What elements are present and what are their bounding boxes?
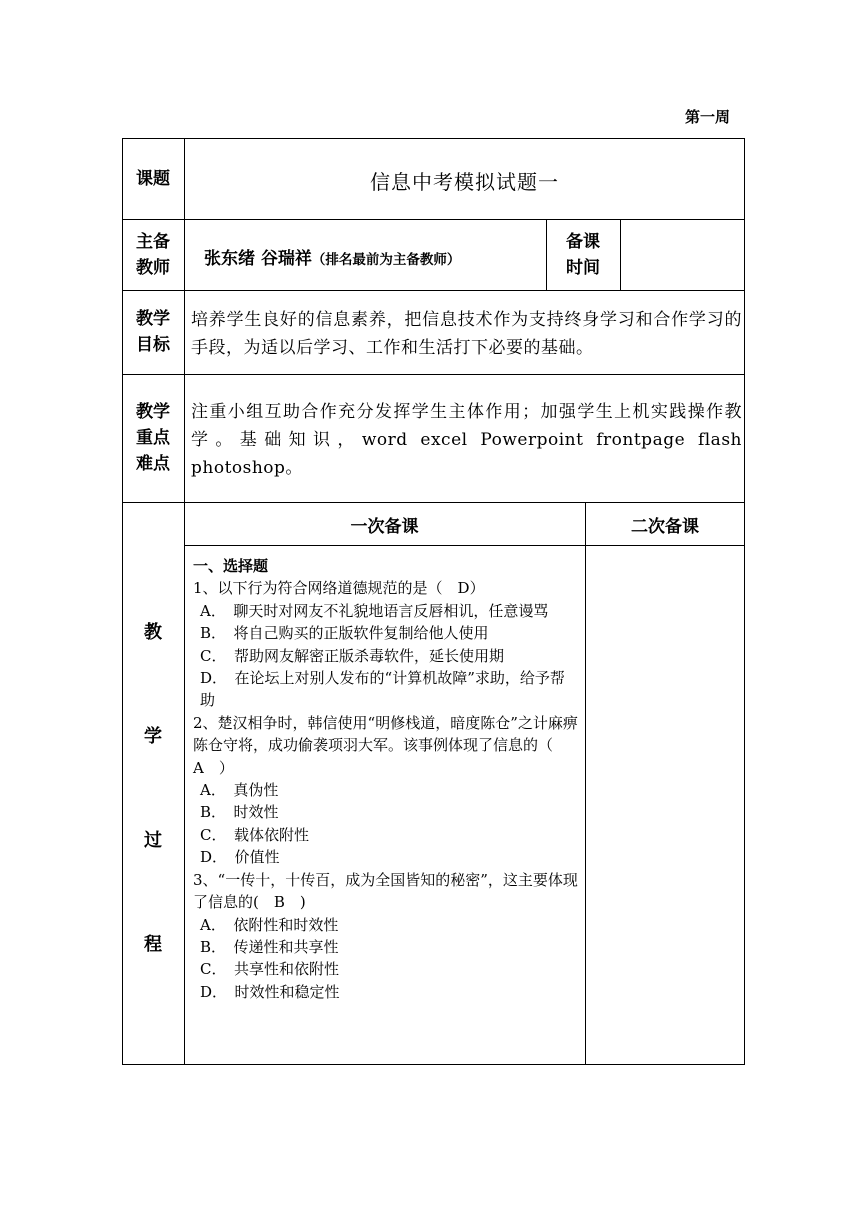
row-divider	[122, 502, 745, 503]
label-prep-time	[546, 229, 620, 281]
label-key-points	[122, 399, 184, 477]
first-prep-content	[193, 555, 579, 1003]
section-heading: 一、选择题	[193, 557, 269, 575]
question-stem: 3、“一传十，十传百，成为全国皆知的秘密”，这主要体现了信息的( B )	[193, 870, 578, 912]
goals-text: 培养学生良好的信息素养，把信息技术作为支持终身学习和合作学习的手段，为适以后学习、工作和生活打下必要的基础。	[191, 310, 742, 358]
column-first-prep: 一次备课	[350, 517, 419, 537]
label-key-points-line2: 重点	[136, 428, 170, 448]
question-option: D． 在论坛上对别人发布的“计算机故障”求助，给予帮助	[200, 669, 565, 710]
question-option: D． 时效性和稳定性	[200, 982, 340, 1001]
row-divider	[122, 219, 745, 220]
row-divider	[184, 545, 745, 546]
question-option: C． 载体依附性	[200, 825, 309, 844]
label-process-char: 教	[144, 622, 162, 643]
label-goals-line1: 教学	[136, 309, 170, 329]
label-key-points-line3: 难点	[136, 454, 170, 474]
column-second-prep: 二次备课	[631, 517, 699, 537]
label-lead-teacher	[122, 229, 184, 281]
teacher-names: 张东绪 谷瑞祥	[204, 249, 312, 269]
label-lead-teacher-line1: 主备	[136, 232, 170, 252]
question-option: C． 帮助网友解密正版杀毒软件，延长使用期	[200, 646, 504, 665]
week-label: 第一周	[684, 108, 730, 126]
label-process-char: 过	[144, 830, 162, 851]
subject-title: 信息中考模拟试题一	[370, 170, 559, 194]
question-option: B． 将自己购买的正版软件复制给他人使用	[200, 624, 489, 643]
label-subject-line: 课题	[136, 169, 170, 189]
row-divider	[122, 374, 745, 375]
column-divider	[585, 502, 586, 1065]
teacher-note: （排名最前为主备教师）	[311, 252, 461, 268]
label-prep-time-line2: 时间	[566, 258, 600, 278]
key-points-text: 注重小组互助合作充分发挥学生主体作用；加强学生上机实践操作教学。基础知识，word excel Powerpoint frontpage flash photoshop。	[191, 402, 742, 478]
question-stem: 2、楚汉相争时，韩信使用“明修栈道，暗度陈仓”之计麻痹陈仓守将，成功偷袭项羽大军。该事例体现了信息的（ A ）	[193, 713, 578, 777]
label-process-char: 程	[144, 934, 162, 955]
label-lead-teacher-line2: 教师	[136, 258, 170, 278]
question-option: A． 依附性和时效性	[200, 915, 339, 934]
row-divider	[122, 290, 745, 291]
column-divider	[184, 138, 185, 1065]
label-goals	[122, 306, 184, 358]
label-subject	[122, 166, 184, 192]
question-option: C． 共享性和依附性	[200, 960, 339, 979]
label-key-points-line1: 教学	[136, 402, 170, 422]
column-divider	[620, 219, 621, 290]
question-option: D． 价值性	[200, 848, 280, 867]
question-option: B． 时效性	[200, 803, 279, 822]
question-option: A． 真伪性	[200, 781, 279, 800]
question-option: A． 聊天时对网友不礼貌地语言反唇相讥，任意谩骂	[200, 601, 549, 620]
question-stem: 1、以下行为符合网络道德规范的是（ D）	[193, 579, 485, 598]
lead-teachers	[204, 244, 460, 269]
label-goals-line2: 目标	[136, 335, 170, 355]
question-option: B． 传递性和共享性	[200, 937, 339, 956]
label-prep-time-line1: 备课	[566, 232, 600, 252]
label-process-char: 学	[144, 726, 162, 747]
